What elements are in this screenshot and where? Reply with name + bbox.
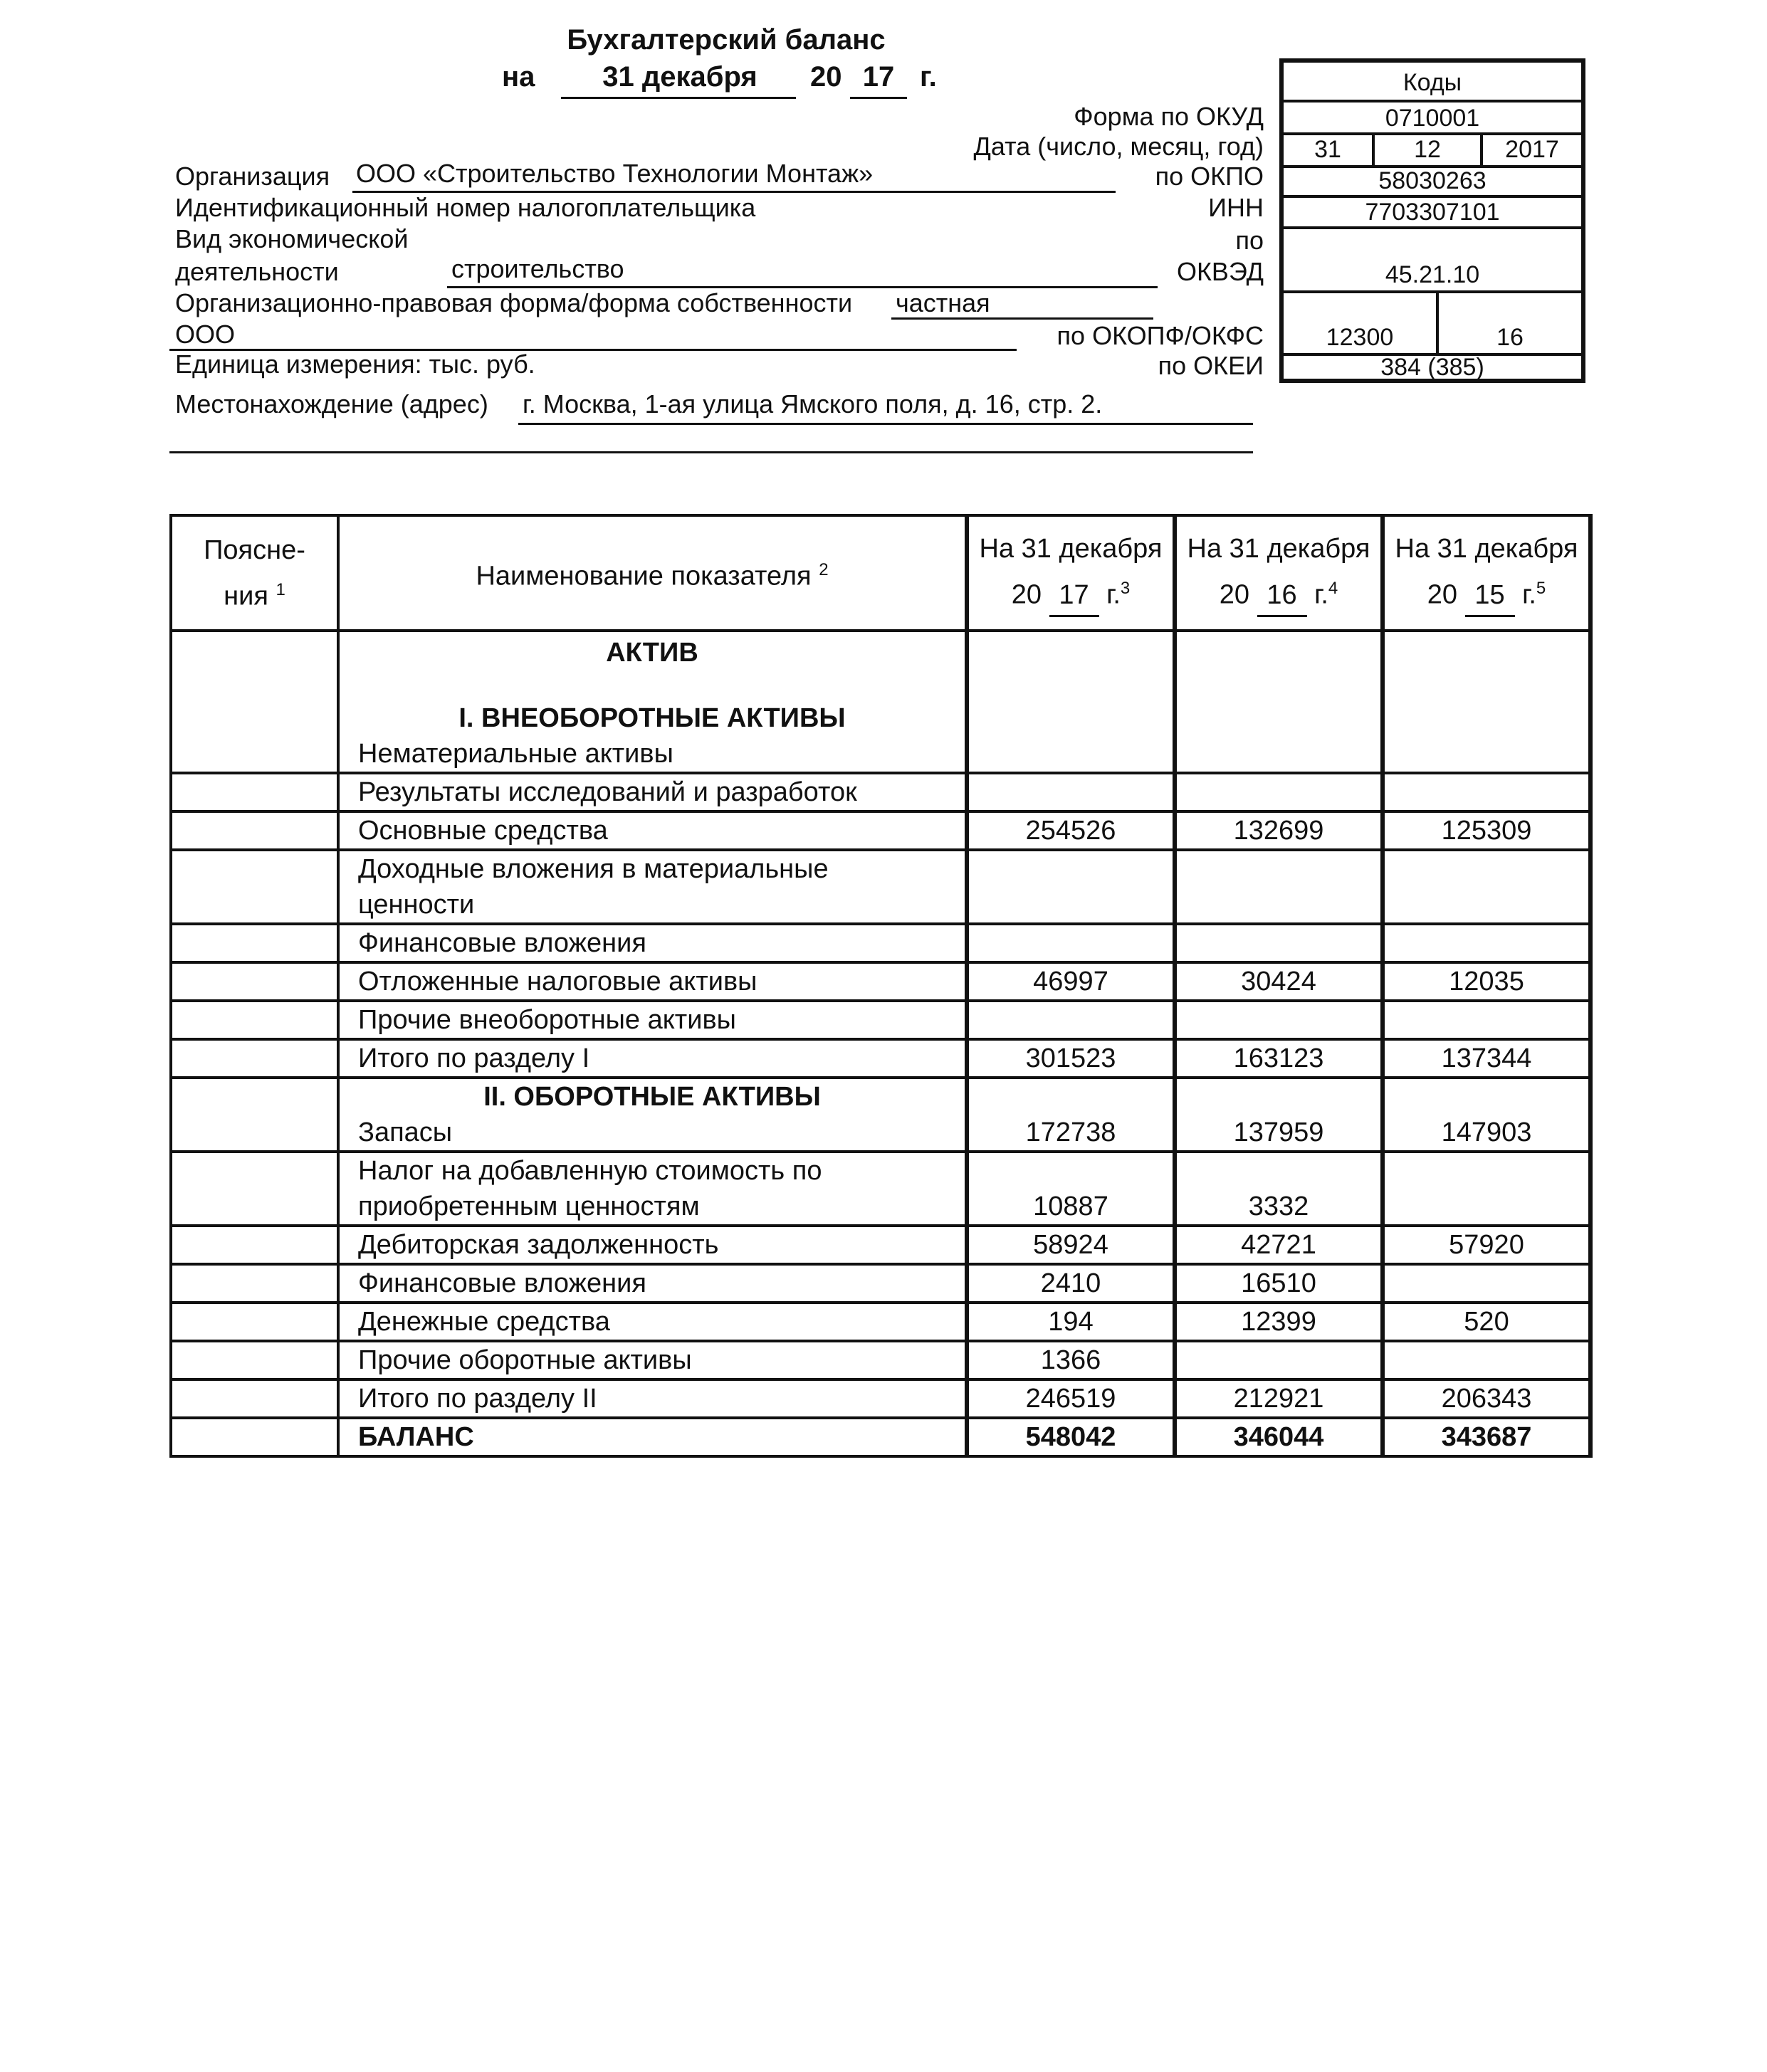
table-row: Итого по разделу II 246519 212921 206343: [171, 1379, 1590, 1418]
table-row: Финансовые вложения 2410 16510: [171, 1264, 1590, 1303]
aktiv-heading: АКТИВ: [606, 638, 698, 668]
row-name: Доходные вложения в материальные ценности: [338, 850, 967, 924]
table-row: Дебиторская задолженность 58924 42721 57920: [171, 1226, 1590, 1264]
col-2017-header: На 31 декабря 20 17 г.$^3$: [967, 515, 1175, 631]
table-row-total: БАЛАНС 548042 346044 343687: [171, 1418, 1590, 1456]
code-okei: 384 (385): [1380, 354, 1484, 381]
table-row: Отложенные налоговые активы 46997 30424 12035: [171, 962, 1590, 1001]
table-row: Основные средства 254526 132699 125309: [171, 811, 1590, 850]
row-name: Прочие оборотные активы: [338, 1341, 967, 1379]
label-po: по: [1235, 226, 1264, 255]
row-name: Дебиторская задолженность: [338, 1226, 967, 1264]
table-row: [171, 850, 1590, 924]
label-address: Местонахождение (адрес): [175, 389, 488, 419]
row-name: Нематериальные активы: [358, 739, 673, 769]
row-name: Налог на добавленную стоимость по приобретенным ценностям: [338, 1152, 967, 1226]
code-inn: 7703307101: [1365, 199, 1500, 226]
codes-title: Коды: [1402, 69, 1462, 96]
label-okei: по ОКЕИ: [1158, 351, 1264, 380]
table-row: II. ОБОРОТНЫЕ АКТИВЫ Запасы 172738 137959 147903: [171, 1078, 1590, 1152]
row-name: Итого по разделу II: [338, 1379, 967, 1418]
table-row: Прочие оборотные активы 1366: [171, 1341, 1590, 1379]
col-name-header: Наименование показателя $^2$: [338, 515, 967, 631]
document-title: Бухгалтерский баланс: [567, 24, 886, 56]
col-notes-header: Поясне- ния $^1$: [171, 515, 338, 631]
code-okved: 45.21.10: [1385, 261, 1480, 288]
row-name: Основные средства: [338, 811, 967, 850]
balance-table: [169, 514, 1593, 1458]
label-inn: Идентификационный номер налогоплательщика: [175, 193, 756, 222]
row-name: Результаты исследований и разработок: [338, 773, 967, 811]
org-name: ООО «Строительство Технологии Монтаж»: [356, 159, 874, 188]
title-year-prefix: 20: [810, 61, 842, 93]
code-okopf: 12300: [1326, 324, 1394, 351]
label-inn-code: ИНН: [1208, 193, 1264, 222]
code-date-month: 12: [1414, 136, 1441, 163]
table-row: [171, 631, 1590, 773]
label-date: Дата (число, месяц, год): [973, 132, 1264, 161]
label-okopf: по ОКОПФ/ОКФС: [1056, 321, 1264, 350]
code-date-year: 2017: [1505, 136, 1559, 163]
code-okud: 0710001: [1385, 105, 1480, 132]
row-name: БАЛАНС: [338, 1418, 967, 1456]
label-okud: Форма по ОКУД: [1074, 102, 1264, 131]
code-okpo: 58030263: [1378, 167, 1487, 194]
table-row: [171, 924, 1590, 962]
label-legal-form: Организационно-правовая форма/форма собственности: [175, 288, 853, 317]
title-year: 17: [862, 61, 895, 93]
row-name: Финансовые вложения: [338, 924, 967, 962]
table-row: [171, 773, 1590, 811]
row-name: Прочие внеоборотные активы: [338, 1001, 967, 1039]
code-date-day: 31: [1314, 136, 1341, 163]
label-unit: Единица измерения: тыс. руб.: [175, 349, 535, 379]
row-name: Денежные средства: [338, 1303, 967, 1341]
row-name: Запасы: [358, 1117, 453, 1147]
title-date: 31 декабря: [602, 61, 757, 93]
row-name: Отложенные налоговые активы: [338, 962, 967, 1001]
code-okfs: 16: [1496, 324, 1524, 351]
label-activity-2: деятельности: [175, 257, 339, 286]
col-2015-header: На 31 декабря 20 15 г.$^5$: [1383, 515, 1590, 631]
row-name: Финансовые вложения: [338, 1264, 967, 1303]
org-activity: строительство: [451, 254, 624, 283]
table-header-row: [171, 515, 1590, 631]
label-okved: ОКВЭД: [1176, 257, 1264, 286]
org-address: г. Москва, 1-ая улица Ямского поля, д. 16, стр. 2.: [523, 389, 1103, 419]
col-2016-header: На 31 декабря 20 16 г.$^4$: [1175, 515, 1383, 631]
section2-heading: II. ОБОРОТНЫЕ АКТИВЫ: [483, 1082, 821, 1112]
label-activity-1: Вид экономической: [175, 224, 409, 253]
table-row: Итого по разделу I 301523 163123 137344: [171, 1039, 1590, 1078]
title-year-g: г.: [920, 61, 937, 93]
row-name: Итого по разделу I: [338, 1039, 967, 1078]
label-okpo: по ОКПО: [1155, 162, 1264, 191]
org-ownership: частная: [896, 288, 990, 317]
label-organization: Организация: [175, 162, 330, 191]
section1-heading: I. ВНЕОБОРОТНЫЕ АКТИВЫ: [458, 703, 846, 733]
codes-box: [1279, 58, 1585, 383]
table-row: [171, 1001, 1590, 1039]
table-row: Налог на добавленную стоимость по приобретенным ценностям 10887 3332: [171, 1152, 1590, 1226]
org-legal-form: ООО: [175, 320, 236, 349]
table-row: Денежные средства 194 12399 520: [171, 1303, 1590, 1341]
title-on-label: на: [502, 61, 535, 93]
